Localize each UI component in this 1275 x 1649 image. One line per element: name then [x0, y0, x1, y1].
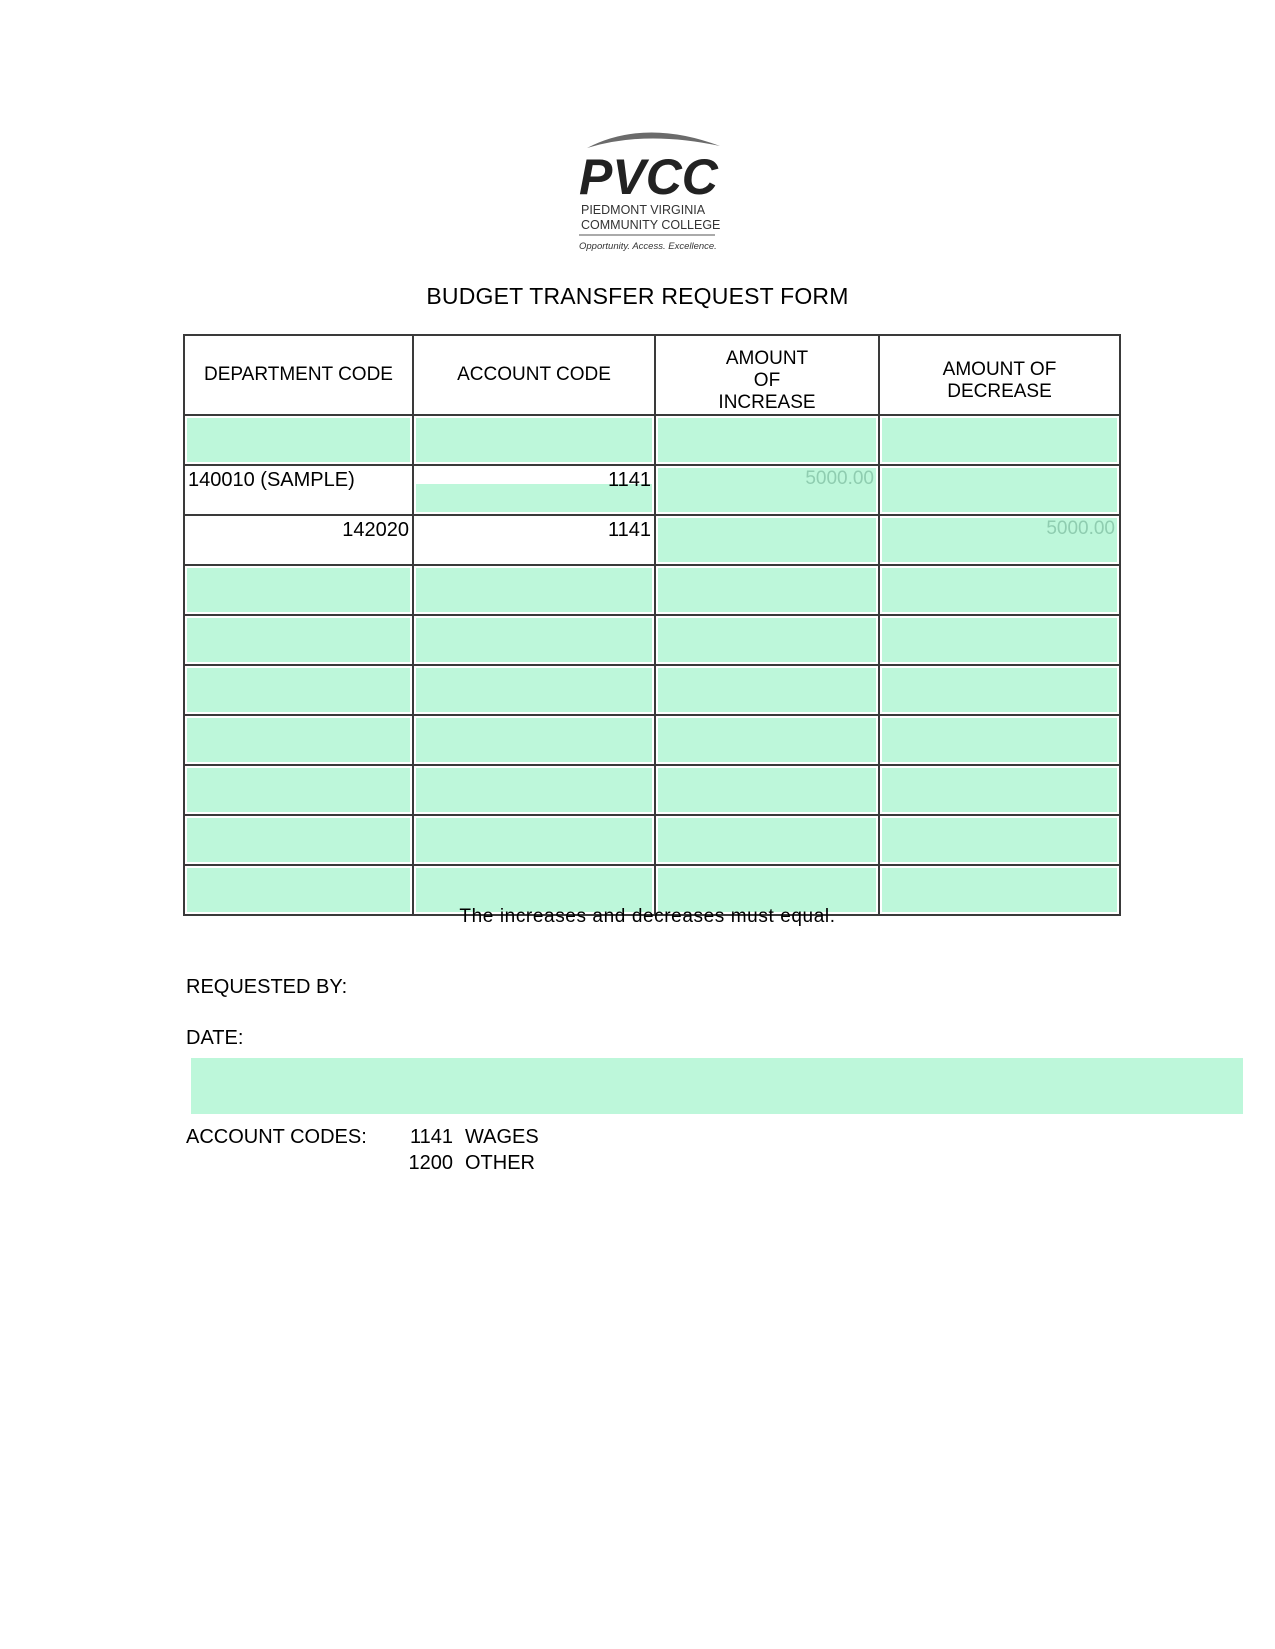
table-row [184, 465, 1120, 515]
decrease-cell [879, 465, 1120, 515]
account-code-number: 1200 [408, 1152, 453, 1174]
increase-cell [655, 515, 879, 565]
account-field[interactable] [416, 568, 652, 612]
department-cell [184, 815, 413, 865]
decrease-field[interactable] [882, 568, 1117, 612]
department-cell [184, 465, 413, 515]
increase-field[interactable] [658, 718, 876, 762]
increase-cell [655, 415, 879, 465]
decrease-cell [879, 715, 1120, 765]
balance-note: The increases and decreases must equal. [459, 906, 836, 927]
account-field[interactable] [416, 768, 652, 812]
table-row [184, 665, 1120, 715]
increase-cell [655, 715, 879, 765]
account-field[interactable] [416, 618, 652, 662]
account-codes-label: ACCOUNT CODES: [186, 1126, 367, 1148]
account-cell [413, 465, 655, 515]
decrease-cell [879, 415, 1120, 465]
logo-line2: COMMUNITY COLLEGE [581, 218, 721, 232]
table-header-row [184, 335, 1120, 415]
decrease-field[interactable] [882, 618, 1117, 662]
date-field[interactable] [191, 1058, 1243, 1114]
column-header-account: ACCOUNT CODE [413, 335, 655, 415]
account-code-name: WAGES [465, 1126, 539, 1148]
decrease-field[interactable] [882, 818, 1117, 862]
account-cell [413, 665, 655, 715]
decrease-cell [879, 765, 1120, 815]
increase-cell [655, 815, 879, 865]
increase-field[interactable] [658, 768, 876, 812]
account-code-number: 1141 [409, 1126, 453, 1148]
account-cell [413, 515, 655, 565]
account-code-item [408, 1126, 539, 1149]
department-field[interactable] [187, 418, 410, 462]
department-value: 140010 (SAMPLE) [188, 469, 355, 491]
department-cell [184, 765, 413, 815]
department-cell [184, 715, 413, 765]
department-cell [184, 565, 413, 615]
department-field[interactable] [187, 668, 410, 712]
increase-field[interactable] [658, 618, 876, 662]
column-header-decrease: AMOUNT OF DECREASE [879, 335, 1120, 415]
college-logo [575, 128, 735, 256]
decrease-field[interactable] [882, 468, 1117, 512]
column-header-increase: AMOUNT OF INCREASE [655, 335, 879, 415]
account-cell [413, 415, 655, 465]
account-cell [413, 565, 655, 615]
decrease-cell [879, 665, 1120, 715]
account-field[interactable] [416, 668, 652, 712]
account-cell [413, 715, 655, 765]
increase-field[interactable] [658, 418, 876, 462]
department-field[interactable] [187, 568, 410, 612]
form-title: BUDGET TRANSFER REQUEST FORM [426, 283, 849, 309]
department-cell [184, 515, 413, 565]
increase-cell [655, 615, 879, 665]
department-value: 142020 [342, 519, 409, 541]
account-field[interactable] [416, 718, 652, 762]
table-row [184, 815, 1120, 865]
account-code-name: OTHER [465, 1152, 535, 1174]
account-cell [413, 615, 655, 665]
account-value: 1141 [607, 469, 651, 491]
account-cell [413, 765, 655, 815]
increase-field[interactable] [658, 518, 876, 562]
decrease-field[interactable] [882, 668, 1117, 712]
decrease-cell [879, 615, 1120, 665]
increase-cell [655, 565, 879, 615]
decrease-field[interactable] [882, 768, 1117, 812]
table-row [184, 615, 1120, 665]
department-field[interactable] [187, 768, 410, 812]
department-cell [184, 615, 413, 665]
department-cell [184, 665, 413, 715]
increase-cell [655, 665, 879, 715]
increase-cell [655, 465, 879, 515]
increase-field[interactable]: 5000.00 [658, 468, 876, 512]
account-value: 1141 [607, 519, 651, 541]
account-cell [413, 815, 655, 865]
requested-by-label: REQUESTED BY: [186, 976, 348, 998]
account-field[interactable] [416, 418, 652, 462]
logo-abbr: PVCC [579, 149, 718, 205]
date-label: DATE: [186, 1027, 244, 1049]
budget-transfer-table [183, 334, 1121, 916]
decrease-cell [879, 565, 1120, 615]
logo-line1: PIEDMONT VIRGINIA [581, 203, 706, 217]
table-row [184, 765, 1120, 815]
increase-field[interactable] [658, 818, 876, 862]
department-field[interactable] [187, 818, 410, 862]
decrease-cell [879, 515, 1120, 565]
decrease-cell [879, 815, 1120, 865]
decrease-field[interactable] [882, 718, 1117, 762]
table-row [184, 515, 1120, 565]
account-code-item [408, 1152, 535, 1175]
decrease-field[interactable]: 5000.00 [882, 518, 1117, 562]
table-row [184, 415, 1120, 465]
increase-field[interactable] [658, 668, 876, 712]
department-field[interactable] [187, 718, 410, 762]
account-field[interactable] [416, 818, 652, 862]
decrease-field[interactable] [882, 418, 1117, 462]
increase-field[interactable] [658, 568, 876, 612]
logo-tagline: Opportunity. Access. Excellence. [579, 241, 717, 252]
department-cell [184, 415, 413, 465]
table-row [184, 565, 1120, 615]
increase-cell [655, 765, 879, 815]
column-header-department: DEPARTMENT CODE [184, 335, 413, 415]
table-row [184, 715, 1120, 765]
department-field[interactable] [187, 618, 410, 662]
